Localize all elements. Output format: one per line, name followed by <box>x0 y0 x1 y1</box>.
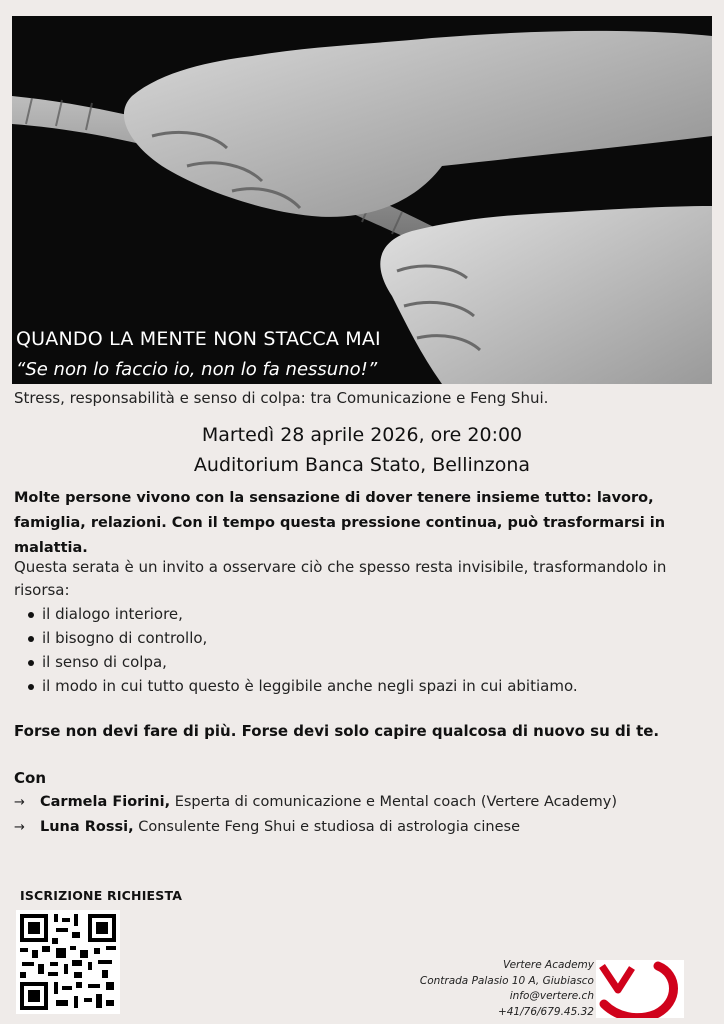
arrow-right-icon: → <box>14 795 25 810</box>
list-item-text: il senso di colpa, <box>42 653 167 671</box>
speaker-name: Luna Rossi, <box>40 819 134 835</box>
hero-title: QUANDO LA MENTE NON STACCA MAI <box>16 328 381 350</box>
topics-list <box>14 602 578 698</box>
tagline: Forse non devi fare di più. Forse devi solo capire qualcosa di nuovo su di te. <box>14 722 660 740</box>
contact-address: Contrada Palasio 10 A, Giubiasco <box>419 974 594 987</box>
arrow-right-icon: → <box>14 820 25 835</box>
contact-org: Vertere Academy <box>503 959 594 971</box>
speaker-role: Consulente Feng Shui e studiosa di astrologia cinese <box>133 819 520 835</box>
contact-email[interactable]: info@vertere.ch <box>509 990 594 1002</box>
speaker-item <box>14 819 520 835</box>
bullet-icon <box>28 636 34 642</box>
contact-block <box>420 958 594 1020</box>
event-date: Martedì 28 aprile 2026, ore 20:00 <box>201 424 523 446</box>
bullet-icon <box>28 684 34 690</box>
speakers-heading: Con <box>14 769 46 787</box>
qr-code-icon[interactable] <box>16 910 120 1014</box>
list-item <box>14 674 578 698</box>
subtitle: Stress, responsabilità e senso di colpa: tra Comunicazione e Feng Shui. <box>14 389 549 407</box>
event-venue: Auditorium Banca Stato, Bellinzona <box>193 454 531 476</box>
intro-paragraph: Molte persone vivono con la sensazione di dover tenere insieme tutto: lavoro, famiglia, relazioni. Con il tempo questa pressione continua, può trasformarsi in malattia. <box>14 490 666 556</box>
list-item-text: il dialogo interiore, <box>42 605 183 623</box>
contact-phone[interactable]: +41/76/679.45.32 <box>497 1005 594 1018</box>
speaker-role: Esperta di comunicazione e Mental coach (Vertere Academy) <box>170 794 617 810</box>
list-item <box>14 626 578 650</box>
speaker-name: Carmela Fiorini, <box>40 794 171 810</box>
bullet-icon <box>28 660 34 666</box>
list-item-text: il bisogno di controllo, <box>42 629 208 647</box>
vertere-logo-icon <box>596 960 684 1018</box>
list-item <box>14 650 578 674</box>
hero-quote: “Se non lo faccio io, non lo fa nessuno!” <box>16 359 378 380</box>
hero-image <box>12 16 712 384</box>
list-item-text: il modo in cui tutto questo è leggibile anche negli spazi in cui abitiamo. <box>42 677 578 695</box>
bullet-icon <box>28 612 34 618</box>
registration-label: ISCRIZIONE RICHIESTA <box>20 888 183 903</box>
list-item <box>14 602 578 626</box>
body-paragraph: Questa serata è un invito a osservare ciò che spesso resta invisibile, trasformandolo in risorsa: <box>14 558 667 599</box>
speaker-item <box>14 794 617 810</box>
